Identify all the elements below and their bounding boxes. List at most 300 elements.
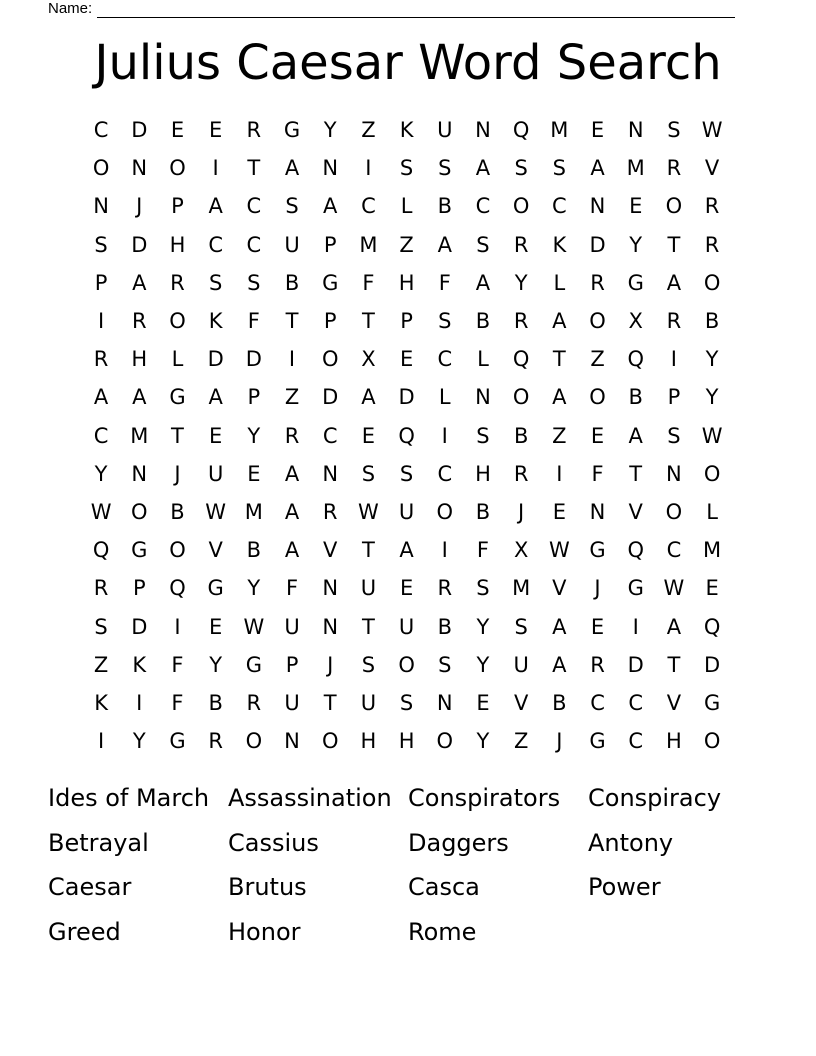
grid-cell[interactable]: T <box>552 347 566 372</box>
grid-cell[interactable]: T <box>361 538 375 563</box>
grid-cell[interactable]: Z <box>361 118 376 143</box>
grid-cell[interactable]: H <box>398 270 415 295</box>
grid-cell[interactable]: S <box>667 118 681 143</box>
grid-cell[interactable]: A <box>284 499 300 524</box>
grid-cell[interactable]: O <box>703 461 721 486</box>
grid-cell[interactable]: G <box>131 538 148 563</box>
grid-cell[interactable]: E <box>209 423 223 448</box>
grid-cell[interactable]: I <box>670 347 677 372</box>
grid-cell[interactable]: N <box>322 156 339 181</box>
grid-cell[interactable]: S <box>399 461 414 486</box>
grid-cell[interactable]: F <box>247 309 260 334</box>
grid-cell[interactable]: N <box>322 576 339 601</box>
grid-cell[interactable]: N <box>322 614 339 639</box>
grid-cell[interactable]: M <box>359 232 378 257</box>
grid-cell[interactable]: L <box>553 270 566 295</box>
grid-cell[interactable]: Q <box>92 538 110 563</box>
grid-cell[interactable]: A <box>399 538 414 563</box>
grid-cell[interactable]: A <box>284 156 300 181</box>
grid-cell[interactable]: Y <box>629 232 643 257</box>
grid-cell[interactable]: E <box>399 347 414 372</box>
grid-cell[interactable]: R <box>246 690 262 715</box>
grid-cell[interactable]: U <box>360 690 377 715</box>
grid-cell[interactable]: M <box>550 118 569 143</box>
grid-cell[interactable]: E <box>209 118 223 143</box>
grid-cell[interactable]: X <box>513 538 529 563</box>
grid-cell[interactable]: S <box>94 232 108 257</box>
grid-cell[interactable]: Q <box>627 538 644 563</box>
grid-cell[interactable]: H <box>360 729 377 754</box>
grid-row <box>82 111 732 149</box>
word-bank-item: Caesar <box>48 873 132 901</box>
grid-cell[interactable]: I <box>174 614 181 639</box>
grid-cell[interactable]: S <box>285 194 299 219</box>
grid-cell[interactable]: C <box>628 690 644 715</box>
grid-cell[interactable]: X <box>628 309 643 334</box>
grid-cell[interactable]: U <box>284 232 300 257</box>
grid-cell[interactable]: M <box>130 423 149 448</box>
grid-cell[interactable]: Y <box>476 729 490 754</box>
grid-cell[interactable]: W <box>701 118 723 143</box>
grid-cell[interactable]: O <box>512 194 530 219</box>
grid-cell[interactable]: M <box>512 576 531 601</box>
grid-cell[interactable]: C <box>93 118 109 143</box>
grid-cell[interactable]: Q <box>398 423 415 448</box>
grid-cell[interactable]: S <box>399 690 414 715</box>
grid-cell[interactable]: S <box>438 652 452 677</box>
grid-cell[interactable]: B <box>513 423 529 448</box>
grid-cell[interactable]: U <box>437 118 453 143</box>
grid-cell[interactable]: A <box>552 652 567 677</box>
grid-cell[interactable]: N <box>436 690 453 715</box>
grid-cell[interactable]: C <box>475 194 491 219</box>
name-underline[interactable] <box>97 3 735 18</box>
grid-cell[interactable]: Y <box>94 461 108 486</box>
grid-cell[interactable]: R <box>666 156 682 181</box>
grid-row <box>82 722 732 760</box>
grid-cell[interactable]: E <box>590 423 605 448</box>
grid-cell[interactable]: V <box>513 690 529 715</box>
grid-cell[interactable]: K <box>399 118 414 143</box>
grid-cell[interactable]: U <box>207 461 224 486</box>
grid-cell[interactable]: Y <box>247 423 261 448</box>
grid-cell[interactable]: T <box>247 156 261 181</box>
page-title: Julius Caesar Word Search <box>94 35 722 91</box>
grid-cell[interactable]: O <box>512 385 530 410</box>
grid-cell[interactable]: B <box>552 690 567 715</box>
grid-cell[interactable]: A <box>666 614 682 639</box>
grid-cell[interactable]: E <box>590 118 605 143</box>
grid-cell[interactable]: U <box>513 652 529 677</box>
grid-cell[interactable]: O <box>436 499 454 524</box>
grid-cell[interactable]: K <box>132 652 147 677</box>
grid-cell[interactable]: A <box>284 538 300 563</box>
grid-cell[interactable]: Y <box>323 118 337 143</box>
grid-cell[interactable]: Y <box>705 347 719 372</box>
grid-cell[interactable]: C <box>666 538 682 563</box>
grid-cell[interactable]: G <box>283 118 301 143</box>
grid-cell[interactable]: R <box>284 423 300 448</box>
grid-cell[interactable]: A <box>475 156 491 181</box>
grid-cell[interactable]: R <box>437 576 453 601</box>
grid-cell[interactable]: O <box>398 652 415 677</box>
grid-cell[interactable]: E <box>170 118 185 143</box>
grid-cell[interactable]: Q <box>169 576 186 601</box>
grid-cell[interactable]: A <box>590 156 605 181</box>
grid-cell[interactable]: Z <box>284 385 300 410</box>
grid-cell[interactable]: F <box>591 461 604 486</box>
grid-cell[interactable]: U <box>284 690 300 715</box>
grid-cell[interactable]: G <box>627 270 644 295</box>
grid-cell[interactable]: T <box>361 309 375 334</box>
grid-cell[interactable]: Q <box>703 614 721 639</box>
grid-cell[interactable]: N <box>131 461 148 486</box>
grid-cell[interactable]: A <box>284 461 300 486</box>
grid-cell[interactable]: N <box>93 194 109 219</box>
grid-cell[interactable]: O <box>92 156 110 181</box>
grid-cell[interactable]: S <box>208 270 223 295</box>
grid-cell[interactable]: C <box>628 729 644 754</box>
grid-cell[interactable]: B <box>475 309 491 334</box>
grid-cell[interactable]: T <box>323 690 337 715</box>
grid-cell[interactable]: Y <box>476 652 490 677</box>
grid-cell[interactable]: Q <box>512 347 530 372</box>
grid-cell[interactable]: M <box>244 499 263 524</box>
grid-cell[interactable]: A <box>361 385 376 410</box>
grid-cell[interactable]: M <box>703 538 722 563</box>
grid-cell[interactable]: N <box>666 461 682 486</box>
grid-cell[interactable]: J <box>327 652 334 677</box>
grid-cell[interactable]: I <box>365 156 372 181</box>
grid-cell[interactable]: F <box>285 576 299 601</box>
grid-cell[interactable]: B <box>170 499 185 524</box>
grid-cell[interactable]: S <box>514 156 528 181</box>
grid-cell[interactable]: G <box>589 729 606 754</box>
grid-cell[interactable]: Z <box>93 652 109 677</box>
grid-cell[interactable]: I <box>441 538 448 563</box>
grid-cell[interactable]: H <box>475 461 491 486</box>
grid-cell[interactable]: C <box>93 423 109 448</box>
grid-cell[interactable]: N <box>475 118 491 143</box>
grid-cell[interactable]: Y <box>132 729 146 754</box>
grid-cell[interactable]: N <box>589 194 606 219</box>
grid-cell[interactable]: R <box>131 309 147 334</box>
grid-cell[interactable]: W <box>243 614 265 639</box>
grid-cell[interactable]: T <box>629 461 643 486</box>
grid-cell[interactable]: O <box>703 270 721 295</box>
grid-cell[interactable]: C <box>552 194 567 219</box>
grid-cell[interactable]: J <box>556 729 563 754</box>
grid-cell[interactable]: C <box>246 232 262 257</box>
grid-cell[interactable]: S <box>94 614 108 639</box>
grid-cell[interactable]: G <box>703 690 721 715</box>
grid-cell[interactable]: P <box>323 232 337 257</box>
grid-cell[interactable]: E <box>247 461 261 486</box>
grid-cell[interactable]: Z <box>590 347 605 372</box>
grid-cell[interactable]: K <box>552 232 567 257</box>
grid-cell[interactable]: N <box>284 729 300 754</box>
grid-cell[interactable]: A <box>208 385 223 410</box>
grid-cell[interactable]: N <box>131 156 148 181</box>
grid-cell[interactable]: W <box>663 576 685 601</box>
grid-cell[interactable]: P <box>323 309 337 334</box>
grid-cell[interactable]: R <box>93 347 109 372</box>
grid-cell[interactable]: D <box>245 347 262 372</box>
grid-cell[interactable]: S <box>361 652 376 677</box>
grid-cell[interactable]: R <box>590 652 605 677</box>
grid-cell[interactable]: H <box>131 347 148 372</box>
grid-cell[interactable]: O <box>169 309 186 334</box>
grid-cell[interactable]: Z <box>552 423 567 448</box>
grid-cell[interactable]: E <box>590 614 605 639</box>
grid-cell[interactable]: U <box>398 614 415 639</box>
grid-cell[interactable]: O <box>321 729 339 754</box>
grid-cell[interactable]: A <box>552 309 567 334</box>
grid-cell[interactable]: G <box>322 270 339 295</box>
grid-cell[interactable]: E <box>399 576 414 601</box>
grid-cell[interactable]: F <box>476 538 490 563</box>
grid-cell[interactable]: S <box>438 309 452 334</box>
grid-cell[interactable]: R <box>208 729 223 754</box>
grid-cell[interactable]: B <box>475 499 491 524</box>
grid-cell[interactable]: A <box>552 614 567 639</box>
grid-cell[interactable]: S <box>476 576 490 601</box>
grid-cell[interactable]: J <box>136 194 143 219</box>
grid-cell[interactable]: K <box>208 309 223 334</box>
grid-cell[interactable]: D <box>322 385 339 410</box>
grid-cell[interactable]: W <box>205 499 227 524</box>
grid-cell[interactable]: W <box>358 499 379 524</box>
grid-cell[interactable]: P <box>667 385 681 410</box>
grid-cell[interactable]: W <box>90 499 112 524</box>
grid-cell[interactable]: R <box>246 118 262 143</box>
grid-cell[interactable]: V <box>552 576 567 601</box>
grid-cell[interactable]: W <box>548 538 570 563</box>
grid-cell[interactable]: O <box>321 347 339 372</box>
grid-cell[interactable]: U <box>284 614 300 639</box>
grid-cell[interactable]: P <box>285 652 299 677</box>
grid-cell[interactable]: I <box>97 729 105 754</box>
grid-cell[interactable]: I <box>136 690 143 715</box>
grid-cell[interactable]: V <box>628 499 643 524</box>
grid-cell[interactable]: G <box>627 576 644 601</box>
grid-cell[interactable]: F <box>171 652 184 677</box>
grid-cell[interactable]: D <box>131 614 148 639</box>
grid-cell[interactable]: R <box>704 232 720 257</box>
grid-cell[interactable]: D <box>207 347 224 372</box>
grid-cell[interactable]: T <box>667 652 681 677</box>
grid-cell[interactable]: H <box>398 729 415 754</box>
grid-cell[interactable]: G <box>207 576 224 601</box>
grid-cell[interactable]: T <box>361 614 375 639</box>
grid-cell[interactable]: R <box>704 194 720 219</box>
grid-cell[interactable]: E <box>552 499 566 524</box>
grid-cell[interactable]: L <box>706 499 718 524</box>
grid-cell[interactable]: W <box>701 423 723 448</box>
grid-cell[interactable]: O <box>665 499 683 524</box>
grid-cell[interactable]: J <box>518 499 525 524</box>
grid-cell[interactable]: L <box>171 347 184 372</box>
grid-cell[interactable]: A <box>208 194 223 219</box>
grid-cell[interactable]: X <box>361 347 376 372</box>
grid-cell[interactable]: J <box>594 576 601 601</box>
grid-cell[interactable]: P <box>400 309 413 334</box>
grid-cell[interactable]: Y <box>514 270 528 295</box>
grid-cell[interactable]: E <box>476 690 490 715</box>
grid-cell[interactable]: O <box>436 729 454 754</box>
grid-cell[interactable]: G <box>589 538 606 563</box>
word-bank-item: Daggers <box>408 828 509 857</box>
grid-cell[interactable]: N <box>475 385 491 410</box>
grid-cell[interactable]: N <box>589 499 606 524</box>
name-label: Name: <box>48 0 93 17</box>
grid-cell[interactable]: A <box>628 423 643 448</box>
grid-cell[interactable]: L <box>438 385 451 410</box>
grid-cell[interactable]: I <box>97 309 105 334</box>
grid-cell[interactable]: D <box>627 652 644 677</box>
grid-cell[interactable]: Y <box>705 385 719 410</box>
grid-cell[interactable]: S <box>399 156 414 181</box>
grid-cell[interactable]: E <box>629 194 643 219</box>
grid-cell[interactable]: H <box>169 232 186 257</box>
grid-cell[interactable]: S <box>476 423 490 448</box>
grid-cell[interactable]: V <box>666 690 682 715</box>
grid-row <box>82 455 732 493</box>
grid-cell[interactable]: C <box>437 347 453 372</box>
grid-cell[interactable]: A <box>437 232 452 257</box>
grid-cell[interactable]: D <box>131 232 148 257</box>
grid-cell[interactable]: C <box>590 690 605 715</box>
grid-cell[interactable]: D <box>589 232 606 257</box>
grid-cell[interactable]: Q <box>512 118 530 143</box>
grid-cell[interactable]: A <box>323 194 338 219</box>
grid-cell[interactable]: A <box>132 270 147 295</box>
grid-cell[interactable]: E <box>209 614 223 639</box>
grid-cell[interactable]: I <box>632 614 639 639</box>
grid-cell[interactable]: S <box>247 270 261 295</box>
grid-cell[interactable]: A <box>552 385 567 410</box>
grid-cell[interactable]: T <box>667 232 681 257</box>
grid-cell[interactable]: O <box>665 194 683 219</box>
grid-cell[interactable]: S <box>476 232 490 257</box>
grid-cell[interactable]: O <box>589 309 606 334</box>
grid-cell[interactable]: O <box>169 538 186 563</box>
grid-cell[interactable]: C <box>437 461 453 486</box>
grid-cell[interactable]: A <box>93 385 109 410</box>
grid-cell[interactable]: J <box>174 461 181 486</box>
grid-cell[interactable]: G <box>169 385 186 410</box>
grid-cell[interactable]: B <box>628 385 643 410</box>
grid-cell[interactable]: S <box>514 614 528 639</box>
grid-cell[interactable]: P <box>171 194 184 219</box>
grid-cell[interactable]: E <box>705 576 719 601</box>
grid-cell[interactable]: R <box>93 576 109 601</box>
grid-cell[interactable]: N <box>627 118 644 143</box>
grid-cell[interactable]: U <box>360 576 377 601</box>
grid-cell[interactable]: F <box>438 270 451 295</box>
grid-cell[interactable]: C <box>208 232 223 257</box>
grid-cell[interactable]: M <box>626 156 645 181</box>
grid-cell[interactable]: B <box>284 270 300 295</box>
grid-cell[interactable]: E <box>361 423 376 448</box>
word-bank-item: Rome <box>408 917 477 946</box>
grid-cell[interactable]: U <box>398 499 415 524</box>
grid-cell[interactable]: O <box>703 729 721 754</box>
grid-cell[interactable]: H <box>666 729 682 754</box>
grid-cell[interactable]: V <box>323 538 338 563</box>
grid-cell[interactable]: L <box>400 194 413 219</box>
grid-cell[interactable]: B <box>704 309 720 334</box>
grid-cell[interactable]: D <box>131 118 148 143</box>
grid-cell[interactable]: A <box>666 270 682 295</box>
grid-cell[interactable]: V <box>704 156 720 181</box>
grid-cell[interactable]: T <box>285 309 299 334</box>
grid-cell[interactable]: O <box>169 156 186 181</box>
grid-cell[interactable]: G <box>245 652 262 677</box>
grid-cell[interactable]: I <box>288 347 296 372</box>
name-field[interactable] <box>48 0 735 18</box>
grid-cell[interactable]: L <box>477 347 489 372</box>
grid-cell[interactable]: G <box>169 729 186 754</box>
grid-cell[interactable]: Y <box>209 652 223 677</box>
grid-cell[interactable]: R <box>590 270 605 295</box>
grid-cell[interactable]: B <box>208 690 223 715</box>
grid-cell[interactable]: R <box>666 309 682 334</box>
grid-cell[interactable]: R <box>513 232 529 257</box>
grid-cell[interactable]: Z <box>513 729 529 754</box>
grid-cell[interactable]: O <box>131 499 148 524</box>
grid-cell[interactable]: I <box>556 461 563 486</box>
grid-cell[interactable]: K <box>94 690 108 715</box>
grid-cell[interactable]: I <box>212 156 219 181</box>
grid-cell[interactable]: S <box>438 156 452 181</box>
grid-row <box>82 493 732 531</box>
grid-cell[interactable]: T <box>171 423 184 448</box>
grid-cell[interactable]: S <box>552 156 567 181</box>
grid-cell[interactable]: R <box>322 499 338 524</box>
grid-cell[interactable]: C <box>361 194 376 219</box>
grid-cell[interactable]: C <box>246 194 262 219</box>
grid-cell[interactable]: Y <box>247 576 261 601</box>
grid-cell[interactable]: S <box>667 423 681 448</box>
grid-cell[interactable]: N <box>322 461 339 486</box>
grid-cell[interactable]: B <box>437 194 452 219</box>
grid-cell[interactable]: R <box>513 309 529 334</box>
grid-cell[interactable]: I <box>441 423 448 448</box>
grid-cell[interactable]: S <box>361 461 376 486</box>
grid-cell[interactable]: O <box>589 385 606 410</box>
grid-cell[interactable]: B <box>246 538 262 563</box>
grid-cell[interactable]: R <box>170 270 185 295</box>
grid-cell[interactable]: A <box>132 385 147 410</box>
grid-cell[interactable]: R <box>513 461 529 486</box>
grid-cell[interactable]: Y <box>476 614 490 639</box>
grid-cell[interactable]: P <box>247 385 261 410</box>
grid-cell[interactable]: B <box>437 614 452 639</box>
grid-cell[interactable]: O <box>245 729 263 754</box>
grid-cell[interactable]: Z <box>399 232 414 257</box>
grid-cell[interactable]: D <box>398 385 415 410</box>
grid-cell[interactable]: C <box>322 423 338 448</box>
grid-cell[interactable]: Q <box>627 347 644 372</box>
grid-cell[interactable]: F <box>171 690 184 715</box>
grid-cell[interactable]: A <box>475 270 491 295</box>
grid-cell[interactable]: P <box>132 576 146 601</box>
grid-cell[interactable]: P <box>94 270 108 295</box>
grid-cell[interactable]: V <box>208 538 223 563</box>
grid-cell[interactable]: D <box>704 652 721 677</box>
grid-cell[interactable]: F <box>362 270 375 295</box>
